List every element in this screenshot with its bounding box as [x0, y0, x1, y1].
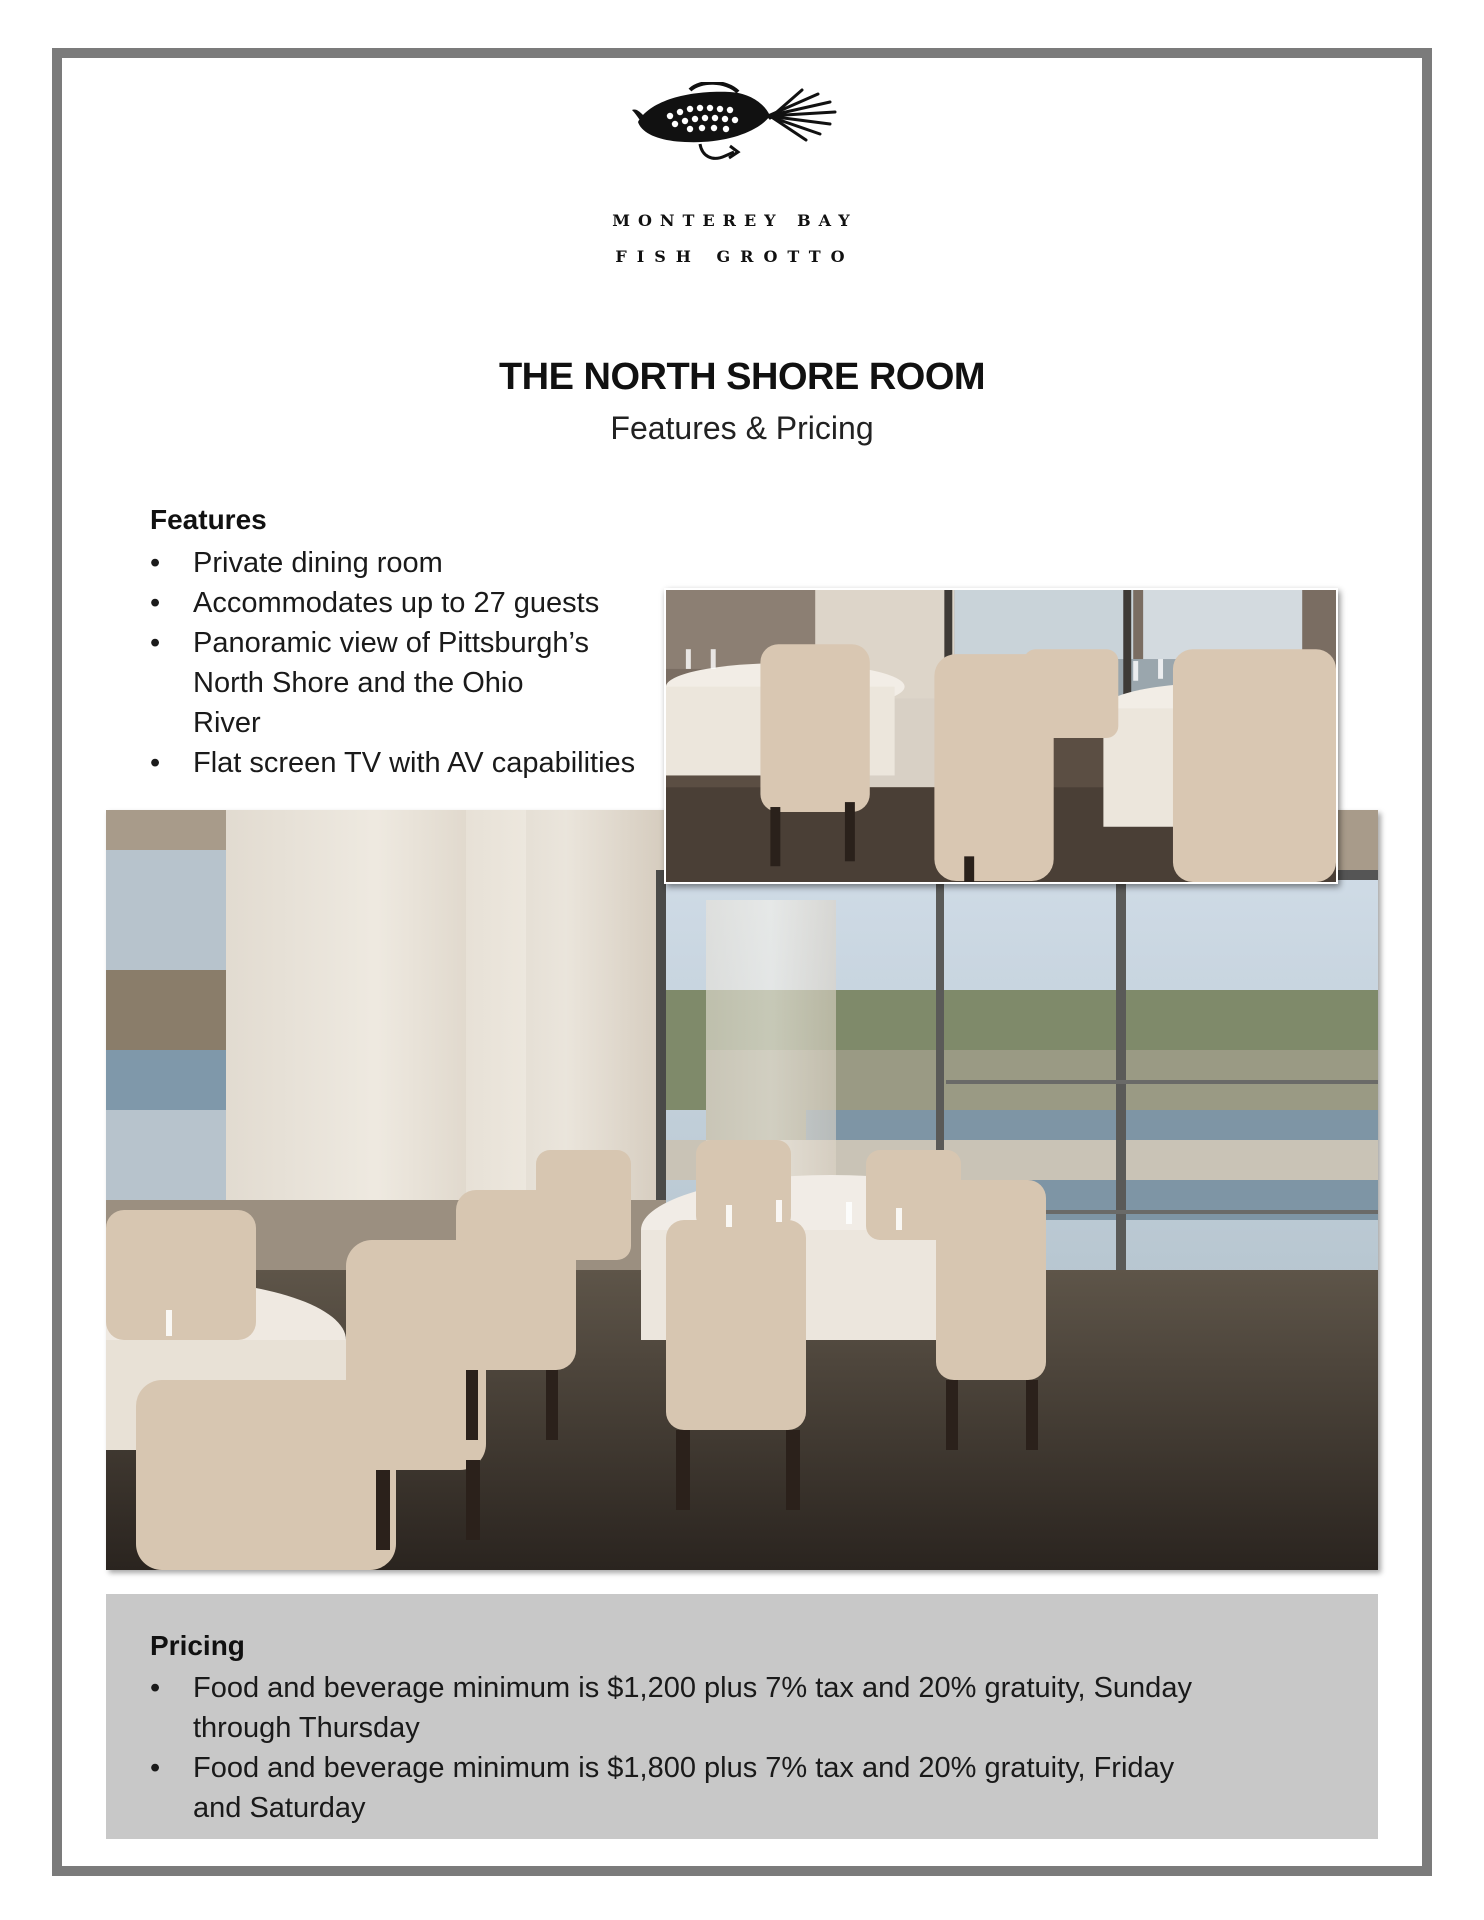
dining-room-photo	[106, 810, 1378, 1570]
bullet-icon: •	[150, 1752, 161, 1784]
pricing-heading: Pricing	[150, 1630, 245, 1661]
list-item	[150, 543, 670, 583]
dining-tables-inset-photo	[664, 588, 1338, 884]
feature-text: Flat screen TV with AV capabilities	[193, 747, 636, 779]
feature-text: Accommodates up to 27 guests	[193, 587, 600, 619]
bullet-icon: •	[150, 1672, 161, 1704]
bullet-icon: •	[150, 747, 161, 779]
brand-name-line-2: FISH GROTTO	[615, 247, 855, 266]
page-subtitle: Features & Pricing	[610, 410, 874, 446]
list-item	[150, 1668, 1220, 1748]
brand-name-line-1: MONTEREY BAY	[612, 211, 858, 230]
pricing-text: Food and beverage minimum is $1,800 plus 7% tax and 20% gratuity, Friday and Saturday	[193, 1752, 1175, 1824]
bullet-icon: •	[150, 587, 161, 619]
features-heading: Features	[150, 504, 267, 535]
feature-text: Private dining room	[193, 547, 443, 579]
pricing-list	[150, 1668, 1220, 1828]
feature-text: Panoramic view of Pittsburgh’s North Shore and the Ohio River	[193, 627, 589, 739]
bullet-icon: •	[150, 547, 161, 579]
list-item	[150, 1748, 1220, 1828]
features-list	[150, 543, 670, 783]
list-item	[150, 583, 670, 623]
pricing-text: Food and beverage minimum is $1,200 plus 7% tax and 20% gratuity, Sunday through Thursday	[193, 1672, 1192, 1744]
fish-logo-icon	[630, 82, 840, 182]
list-item	[150, 623, 590, 743]
bullet-icon: •	[150, 627, 161, 659]
page-title: THE NORTH SHORE ROOM	[498, 356, 986, 398]
list-item	[150, 743, 670, 783]
